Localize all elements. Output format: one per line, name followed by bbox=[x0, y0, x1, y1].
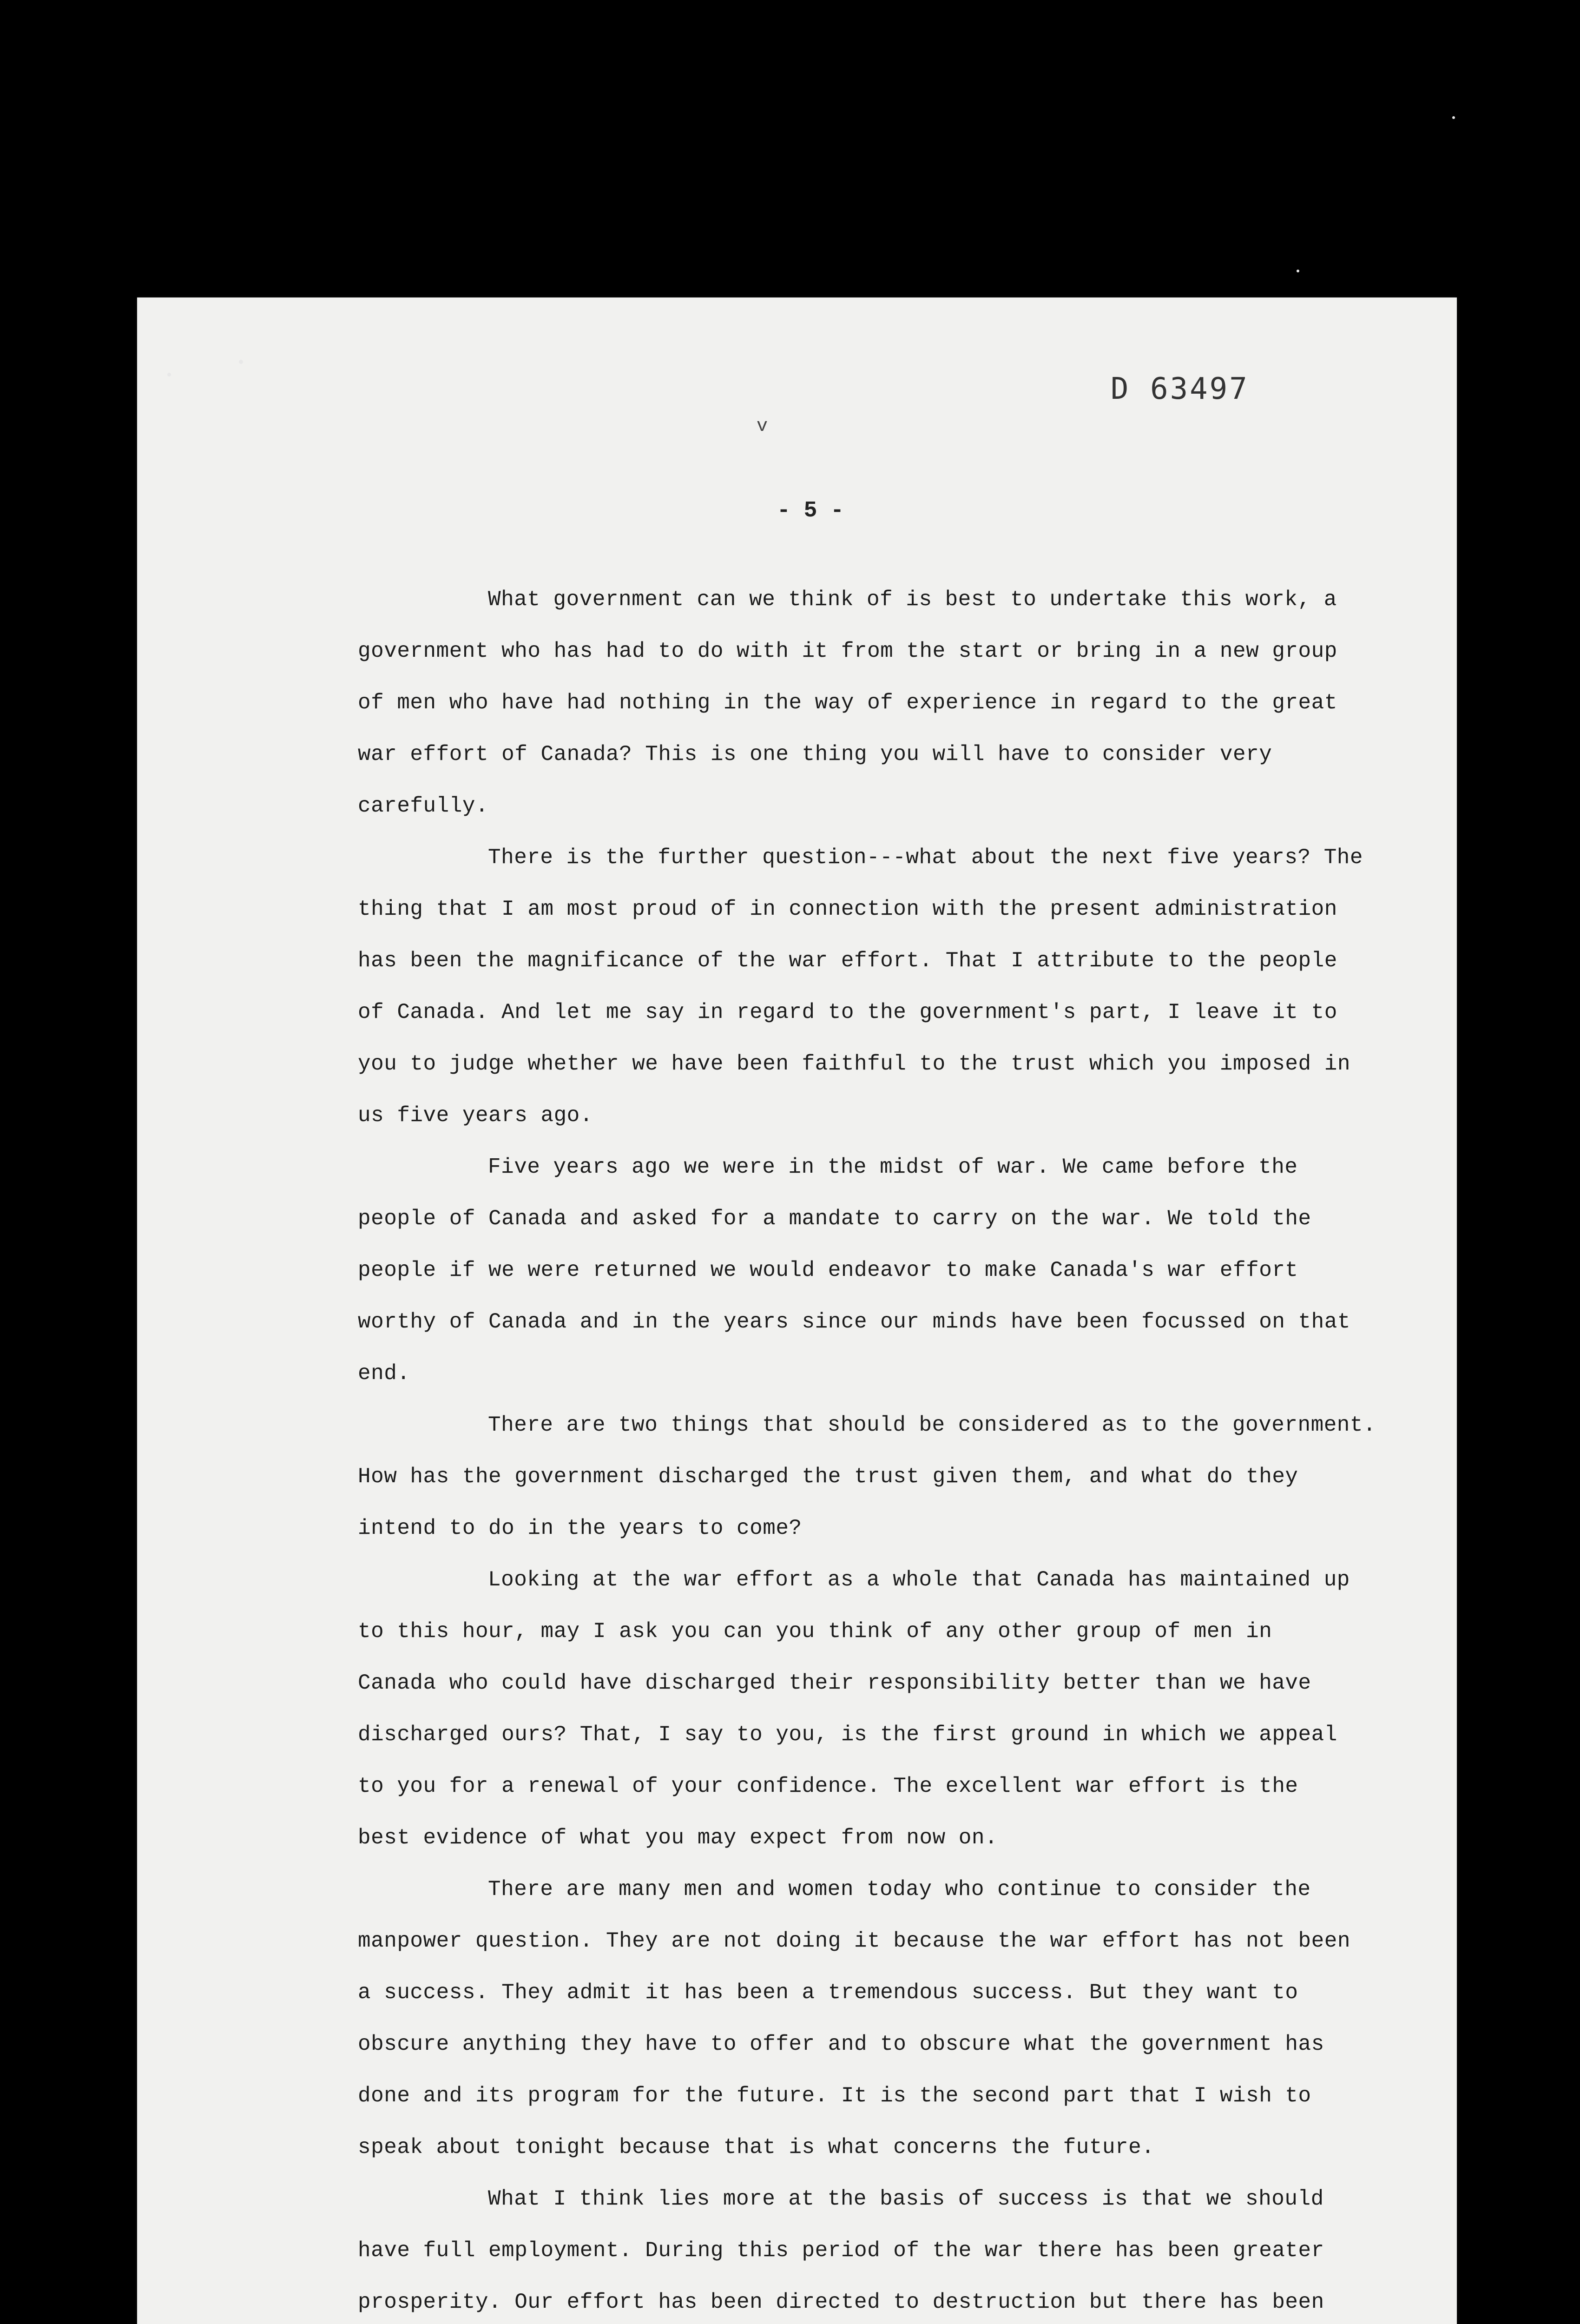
text-line: people if we were returned we would endeavor to make Canada's war effort bbox=[358, 1258, 1298, 1282]
document-id-stamp: D 63497 bbox=[1111, 372, 1249, 406]
text-line: you to judge whether we have been faithful to the trust which you imposed in bbox=[358, 1052, 1350, 1076]
text-line: Canada who could have discharged their responsibility better than we have bbox=[358, 1671, 1311, 1695]
text-line: to you for a renewal of your confidence. The excellent war effort is the bbox=[358, 1774, 1298, 1798]
text-line: carefully. bbox=[358, 794, 489, 818]
text-line: manpower question. They are not doing it because the war effort has not been bbox=[358, 1929, 1350, 1953]
text-line: What I think lies more at the basis of success is that we should bbox=[488, 2187, 1324, 2211]
text-line: government who has had to do with it from the start or bring in a new group bbox=[358, 639, 1337, 663]
text-line: has been the magnificance of the war effort. That I attribute to the people bbox=[358, 949, 1337, 973]
film-speck bbox=[1297, 270, 1299, 272]
text-line: How has the government discharged the trust given them, and what do they bbox=[358, 1465, 1298, 1489]
text-line: of men who have had nothing in the way of experience in regard to the great bbox=[358, 691, 1337, 715]
text-line: end. bbox=[358, 1361, 410, 1386]
text-line: prosperity. Our effort has been directed to destruction but there has been bbox=[358, 2290, 1324, 2314]
body-text bbox=[358, 574, 1376, 2324]
film-speck bbox=[239, 360, 243, 364]
text-line: war effort of Canada? This is one thing you will have to consider very bbox=[358, 742, 1272, 766]
text-line: done and its program for the future. It is the second part that I wish to bbox=[358, 2084, 1311, 2108]
paragraph-4 bbox=[358, 1400, 1376, 1554]
text-line: worthy of Canada and in the years since our minds have been focussed on that bbox=[358, 1310, 1350, 1334]
text-line: obscure anything they have to offer and to obscure what the government has bbox=[358, 2032, 1324, 2056]
text-line: Five years ago we were in the midst of war. We came before the bbox=[488, 1155, 1298, 1179]
text-line: Looking at the war effort as a whole that Canada has maintained up bbox=[488, 1568, 1350, 1592]
text-line: What government can we think of is best to undertake this work, a bbox=[488, 588, 1337, 612]
film-speck bbox=[167, 373, 171, 376]
paragraph-6 bbox=[358, 1864, 1371, 2173]
text-line: have full employment. During this period of the war there has been greater bbox=[358, 2238, 1324, 2263]
text-line: of Canada. And let me say in regard to the government's part, I leave it to bbox=[358, 1000, 1337, 1024]
paragraph-2 bbox=[358, 832, 1371, 1142]
text-line: There are two things that should be considered as to the government. bbox=[488, 1413, 1376, 1437]
text-line: There is the further question---what about the next five years? The bbox=[488, 845, 1363, 870]
text-line: intend to do in the years to come? bbox=[358, 1516, 802, 1540]
page-number: - 5 - bbox=[777, 498, 844, 523]
paragraph-1 bbox=[358, 574, 1371, 832]
text-line: discharged ours? That, I say to you, is the first ground in which we appeal bbox=[358, 1723, 1337, 1747]
text-line: a success. They admit it has been a tremendous success. But they want to bbox=[358, 1981, 1298, 2005]
paragraph-7 bbox=[358, 2173, 1371, 2324]
text-line: best evidence of what you may expect from now on. bbox=[358, 1826, 998, 1850]
text-line: thing that I am most proud of in connection with the present administration bbox=[358, 897, 1337, 921]
text-line: There are many men and women today who continue to consider the bbox=[488, 1877, 1311, 1901]
text-line: people of Canada and asked for a mandate to carry on the war. We told the bbox=[358, 1207, 1311, 1231]
text-line: to this hour, may I ask you can you think of any other group of men in bbox=[358, 1619, 1272, 1644]
paragraph-3 bbox=[358, 1142, 1371, 1400]
text-line: speak about tonight because that is what concerns the future. bbox=[358, 2135, 1155, 2159]
paragraph-5 bbox=[358, 1554, 1371, 1864]
film-speck bbox=[1452, 116, 1455, 119]
page-mark: v bbox=[757, 416, 768, 437]
text-line: us five years ago. bbox=[358, 1103, 593, 1128]
